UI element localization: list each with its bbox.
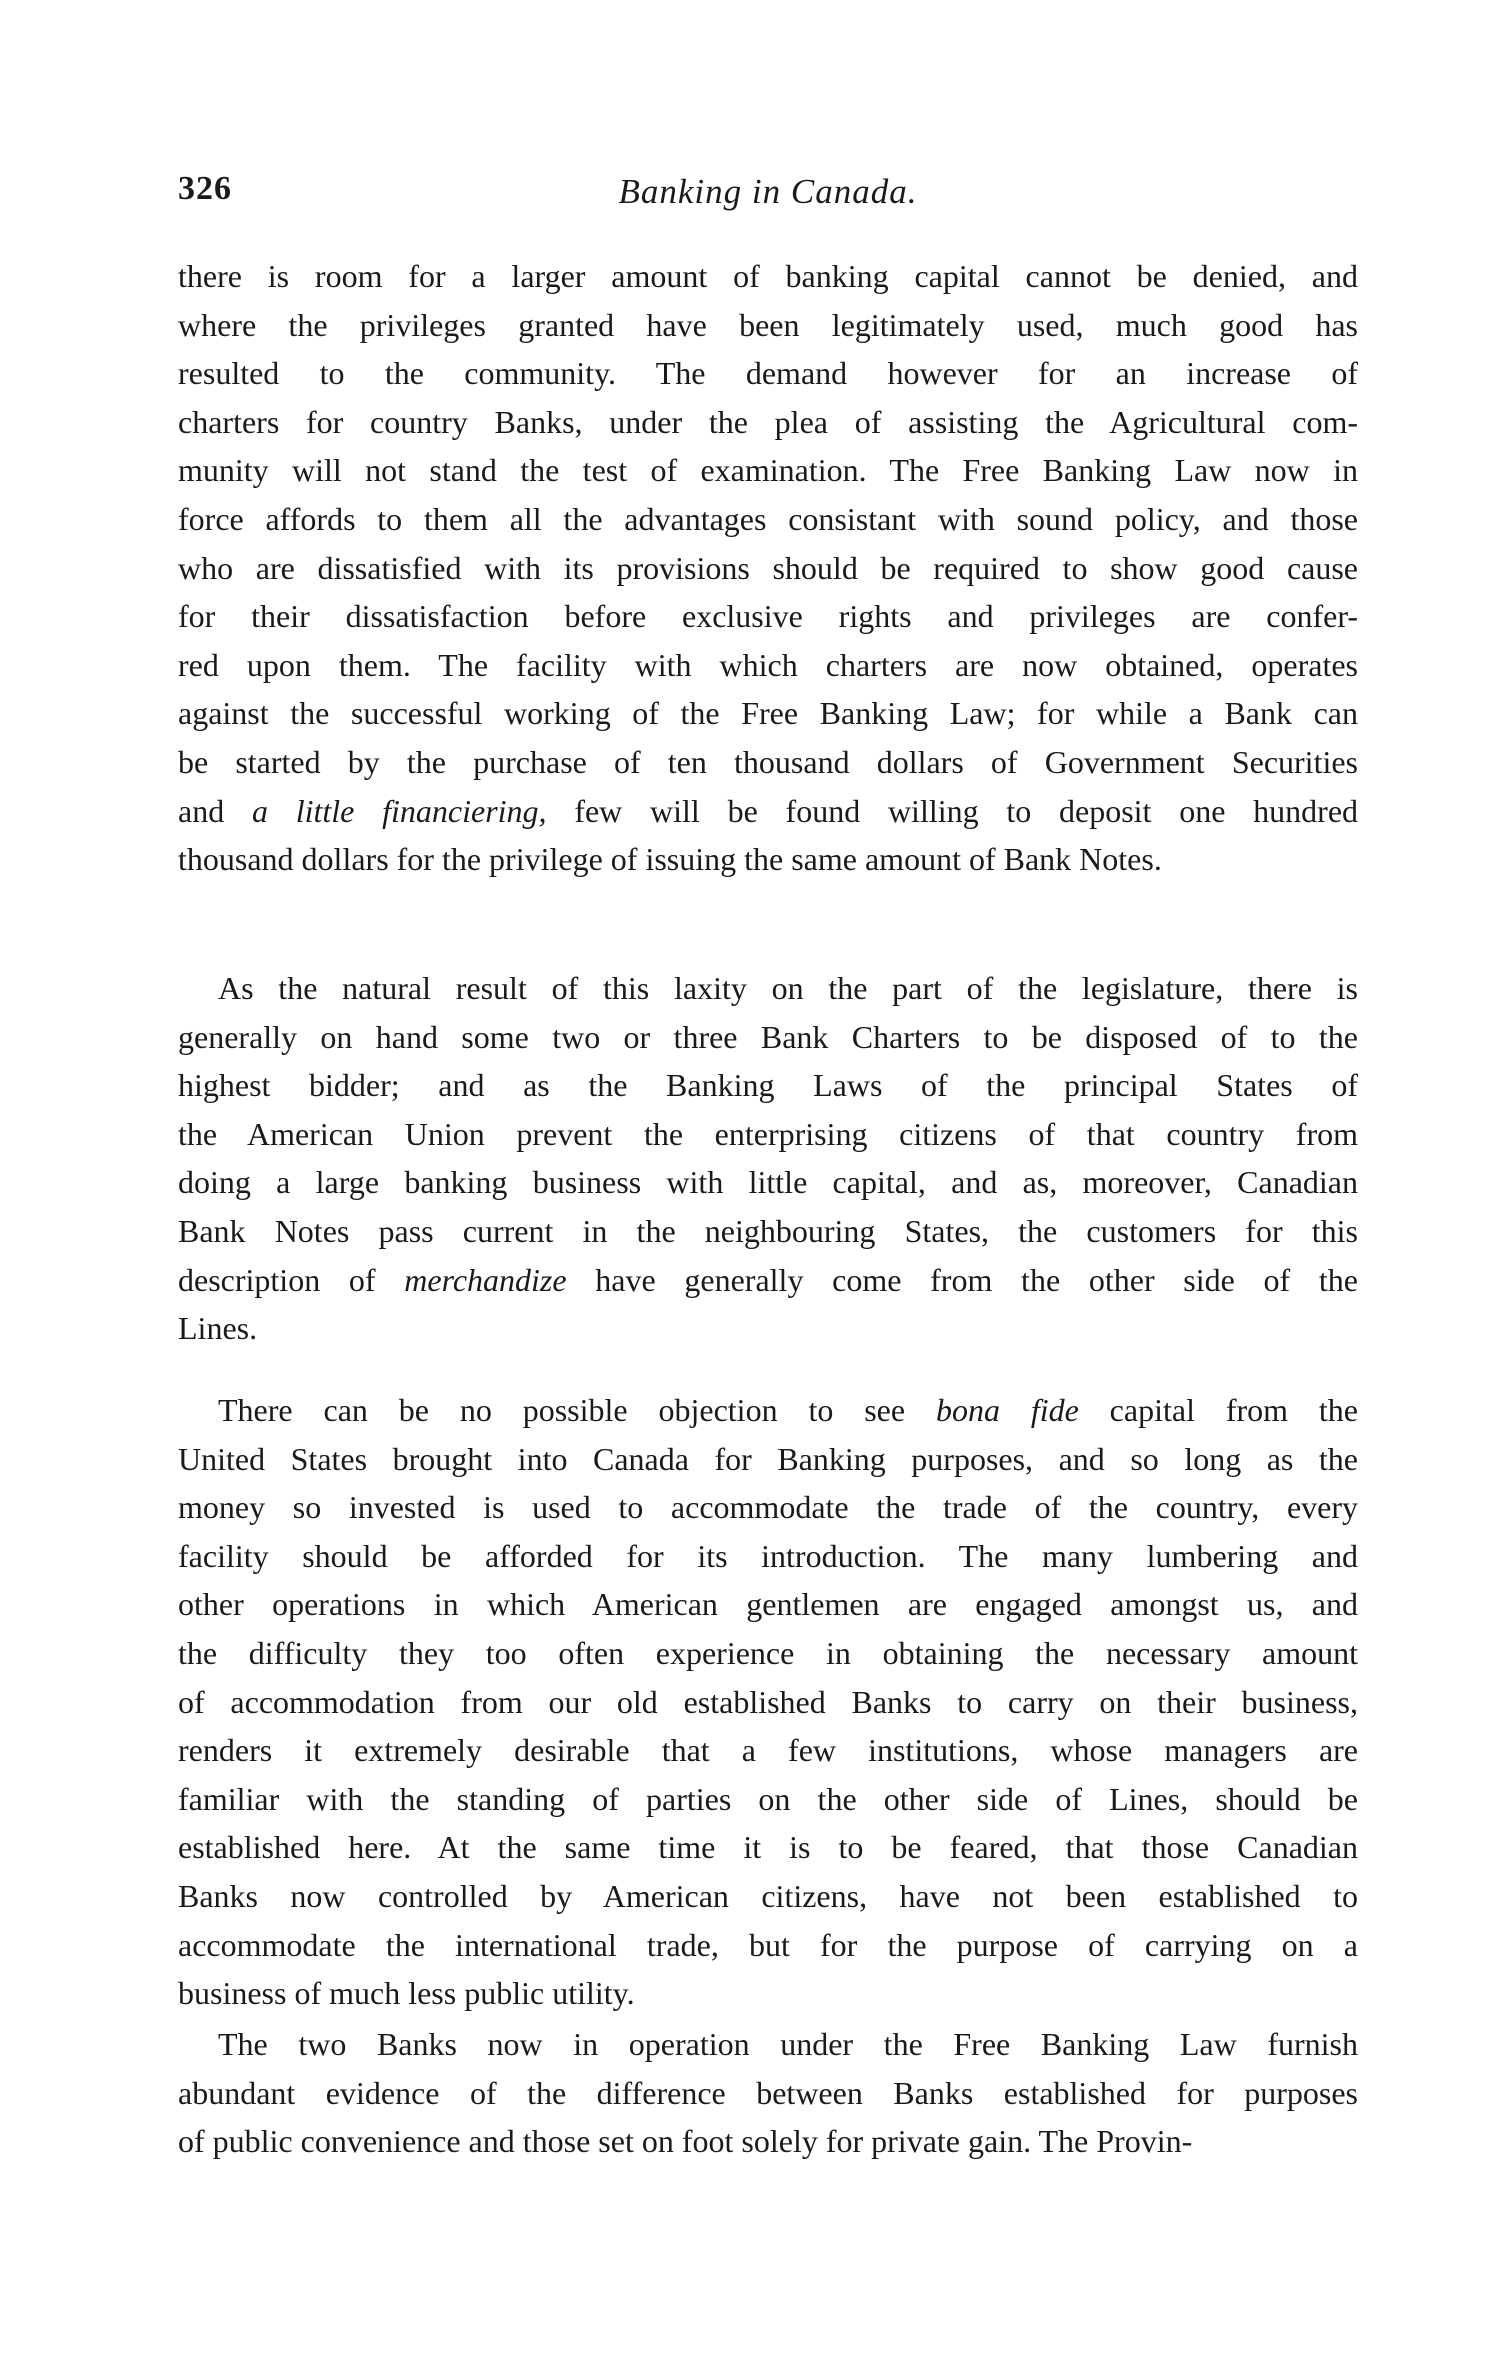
text-line: generally on hand some two or three Bank Charters to be disposed of to the <box>178 1018 1358 1055</box>
text-line: description of merchandize have generally come from the other side of the <box>178 1261 1358 1298</box>
text-line: the difficulty they too often experience in obtaining the necessary amount <box>178 1634 1358 1671</box>
text-line: doing a large banking business with little capital, and as, moreover, Canadian <box>178 1164 1358 1201</box>
text-line: other operations in which American gentlemen are engaged amongst us, and <box>178 1586 1358 1623</box>
text-line: money so invested is used to accommodate the trade of the country, every <box>178 1489 1358 1526</box>
text-line: thousand dollars for the privilege of issuing the same amount of Bank Notes. <box>178 841 1162 878</box>
text-line: there is room for a larger amount of banking capital cannot be denied, and <box>178 258 1358 294</box>
text-line: established here. At the same time it is to be feared, that those Canadian <box>178 1829 1358 1866</box>
italic-phrase: a little financiering, <box>251 792 547 829</box>
text-line: force affords to them all the advantages consistant with sound policy, and those <box>178 500 1358 537</box>
paragraph-1 <box>178 252 1358 884</box>
running-title: Banking in Canada. <box>618 172 918 211</box>
text-line: As the natural result of this laxity on the part of the legislature, there is <box>218 970 1358 1006</box>
text-line: red upon them. The facility with which charters are now obtained, operates <box>178 646 1358 683</box>
text-line: munity will not stand the test of examination. The Free Banking Law now in <box>178 452 1358 489</box>
text-line: and a little financiering, few will be found willing to deposit one hundred <box>178 792 1359 829</box>
text-line: Lines. <box>178 1310 258 1347</box>
text-line: accommodate the international trade, but for the purpose of carrying on a <box>178 1926 1358 1963</box>
paragraph-2 <box>178 964 1358 1353</box>
text-line: the American Union prevent the enterprising citizens of that country from <box>178 1115 1358 1152</box>
italic-phrase: bona fide <box>935 1392 1079 1428</box>
text-line: abundant evidence of the difference between Banks established for purposes <box>178 2074 1358 2111</box>
text-line: facility should be afforded for its introduction. The many lumbering and <box>178 1537 1358 1574</box>
page-header <box>178 170 1358 220</box>
text-line: who are dissatisfied with its provisions should be required to show good cause <box>178 549 1358 586</box>
text-line: charters for country Banks, under the plea of assisting the Agricultural com- <box>178 403 1358 440</box>
text-line: against the successful working of the Free Banking Law; for while a Bank can <box>178 695 1358 732</box>
text-line: of public convenience and those set on foot solely for private gain. The Provin- <box>178 2123 1193 2160</box>
text-line: be started by the purchase of ten thousand dollars of Government Securities <box>178 743 1358 780</box>
text-line: resulted to the community. The demand however for an increase of <box>178 355 1358 392</box>
text-line: Banks now controlled by American citizens, have not been established to <box>178 1877 1358 1914</box>
paragraph-4 <box>178 2020 1358 2166</box>
text-line: highest bidder; and as the Banking Laws of the principal States of <box>178 1067 1358 1104</box>
text-line: renders it extremely desirable that a few institutions, whose managers are <box>178 1732 1358 1769</box>
text-line: United States brought into Canada for Banking purposes, and so long as the <box>178 1440 1358 1477</box>
text-line: familiar with the standing of parties on the other side of Lines, should be <box>178 1780 1358 1817</box>
text-line: of accommodation from our old established Banks to carry on their business, <box>178 1683 1358 1720</box>
text-line: There can be no possible objection to see bona fide capital from the <box>218 1392 1358 1428</box>
paragraph-3 <box>178 1386 1358 2018</box>
text-line: where the privileges granted have been legitimately used, much good has <box>178 306 1358 343</box>
text-line: for their dissatisfaction before exclusive rights and privileges are confer- <box>178 598 1358 635</box>
page-number: 326 <box>178 170 232 207</box>
text-line: Bank Notes pass current in the neighbouring States, the customers for this <box>178 1212 1358 1249</box>
text-line: business of much less public utility. <box>178 1975 635 2012</box>
italic-phrase: merchandize <box>404 1261 567 1298</box>
text-line: The two Banks now in operation under the Free Banking Law furnish <box>218 2026 1358 2062</box>
